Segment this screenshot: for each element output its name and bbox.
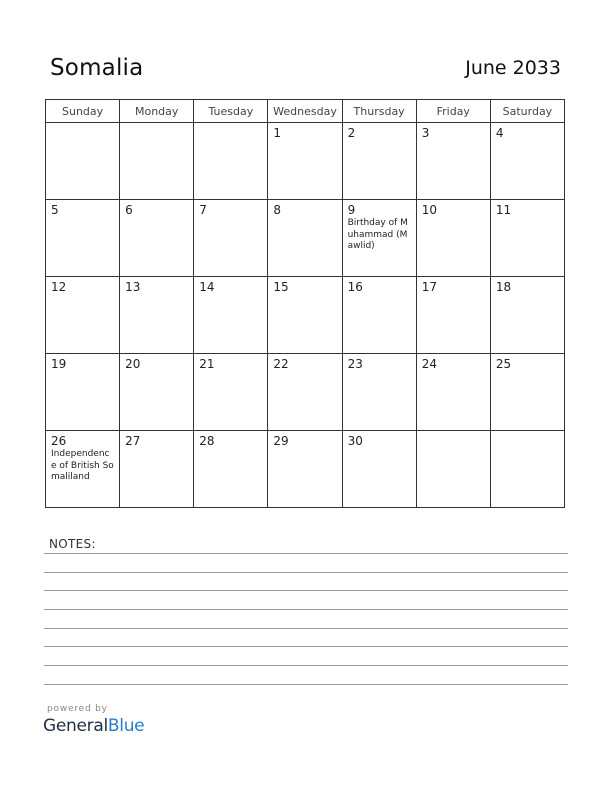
calendar-day-cell[interactable] xyxy=(268,431,342,508)
day-number: 16 xyxy=(347,280,363,294)
day-number: 29 xyxy=(273,434,289,448)
day-number: 27 xyxy=(125,434,141,448)
day-number: 10 xyxy=(421,203,437,217)
calendar-day-cell[interactable] xyxy=(46,200,120,277)
calendar-week-row xyxy=(46,431,565,508)
calendar-day-cell[interactable] xyxy=(490,200,564,277)
note-line[interactable] xyxy=(44,609,568,610)
day-number: 4 xyxy=(495,126,504,140)
calendar-day-cell[interactable] xyxy=(268,200,342,277)
calendar-week-row xyxy=(46,354,565,431)
calendar-day-cell[interactable] xyxy=(194,277,268,354)
note-line[interactable] xyxy=(44,572,568,573)
note-line[interactable] xyxy=(44,553,568,554)
day-number: 19 xyxy=(51,357,67,371)
day-number: 13 xyxy=(125,280,141,294)
weekday-sunday: Sunday xyxy=(46,100,120,123)
brand-part-blue: Blue xyxy=(107,716,145,736)
weekday-tuesday: Tuesday xyxy=(194,100,268,123)
day-number: 7 xyxy=(199,203,207,217)
calendar-day-cell[interactable] xyxy=(416,277,490,354)
weekday-friday: Friday xyxy=(416,100,490,123)
calendar-week-row xyxy=(46,200,565,277)
calendar-day-cell[interactable] xyxy=(46,277,120,354)
calendar-day-cell[interactable] xyxy=(194,200,268,277)
day-number: 9 xyxy=(347,203,356,217)
day-number: 30 xyxy=(347,434,363,448)
day-number: 14 xyxy=(199,280,215,294)
day-number: 25 xyxy=(495,357,512,371)
note-line[interactable] xyxy=(44,684,568,685)
brand-part-general: General xyxy=(43,716,108,736)
calendar-day-cell[interactable] xyxy=(342,123,416,200)
calendar-day-cell[interactable] xyxy=(490,354,564,431)
calendar-day-cell[interactable] xyxy=(342,354,416,431)
day-number: 20 xyxy=(125,357,141,371)
calendar-day-cell[interactable] xyxy=(490,123,564,200)
notes-label: NOTES: xyxy=(49,537,96,551)
day-number: 24 xyxy=(421,357,437,371)
calendar-empty-cell xyxy=(194,123,268,200)
day-number: 3 xyxy=(421,126,430,140)
day-number: 2 xyxy=(347,126,356,140)
day-number: 11 xyxy=(495,203,512,217)
day-number: 5 xyxy=(51,203,59,217)
calendar-day-cell[interactable] xyxy=(120,200,194,277)
weekday-saturday: Saturday xyxy=(490,100,564,123)
calendar-day-cell[interactable] xyxy=(416,354,490,431)
calendar-day-cell[interactable] xyxy=(416,123,490,200)
calendar-day-cell[interactable] xyxy=(120,431,194,508)
calendar-empty-cell xyxy=(416,431,490,508)
calendar-body xyxy=(46,123,565,508)
note-line[interactable] xyxy=(44,628,568,629)
day-number: 23 xyxy=(347,357,363,371)
calendar-day-cell[interactable] xyxy=(342,200,416,277)
calendar-week-row xyxy=(46,277,565,354)
calendar-day-cell[interactable] xyxy=(268,277,342,354)
note-line[interactable] xyxy=(44,665,568,666)
weekday-thursday: Thursday xyxy=(342,100,416,123)
note-line[interactable] xyxy=(44,590,568,591)
generalblue-logo[interactable] xyxy=(43,716,144,736)
day-number: 15 xyxy=(273,280,289,294)
day-number: 8 xyxy=(273,203,282,217)
day-number: 22 xyxy=(273,357,289,371)
calendar-week-row xyxy=(46,123,565,200)
calendar-empty-cell xyxy=(46,123,120,200)
calendar-day-cell[interactable] xyxy=(268,354,342,431)
day-number: 21 xyxy=(199,357,215,371)
day-number: 1 xyxy=(273,126,282,140)
calendar-day-cell[interactable] xyxy=(120,354,194,431)
calendar-grid xyxy=(45,99,565,508)
day-number: 12 xyxy=(51,280,67,294)
calendar-empty-cell xyxy=(120,123,194,200)
calendar-day-cell[interactable] xyxy=(342,277,416,354)
calendar-day-cell[interactable] xyxy=(46,354,120,431)
calendar-day-cell[interactable] xyxy=(194,354,268,431)
month-year-title: June 2033 xyxy=(465,57,561,79)
calendar-day-cell[interactable] xyxy=(46,431,120,508)
calendar-day-cell[interactable] xyxy=(342,431,416,508)
calendar-day-cell[interactable] xyxy=(490,277,564,354)
holiday-label: Independence of British Somaliland xyxy=(51,449,114,482)
weekday-monday: Monday xyxy=(120,100,194,123)
day-number: 28 xyxy=(199,434,215,448)
weekday-wednesday: Wednesday xyxy=(268,100,342,123)
holiday-label: Birthday of Muhammad (Mawlid) xyxy=(347,218,408,251)
calendar-empty-cell xyxy=(490,431,564,508)
note-line[interactable] xyxy=(44,646,568,647)
day-number: 26 xyxy=(51,434,67,448)
day-number: 17 xyxy=(421,280,437,294)
powered-by-text: powered by xyxy=(47,704,108,714)
weekday-header-row xyxy=(46,100,565,123)
day-number: 6 xyxy=(125,203,133,217)
calendar-day-cell[interactable] xyxy=(268,123,342,200)
calendar-day-cell[interactable] xyxy=(416,200,490,277)
calendar-day-cell[interactable] xyxy=(194,431,268,508)
calendar-day-cell[interactable] xyxy=(120,277,194,354)
day-number: 18 xyxy=(495,280,512,294)
country-title: Somalia xyxy=(50,55,144,81)
